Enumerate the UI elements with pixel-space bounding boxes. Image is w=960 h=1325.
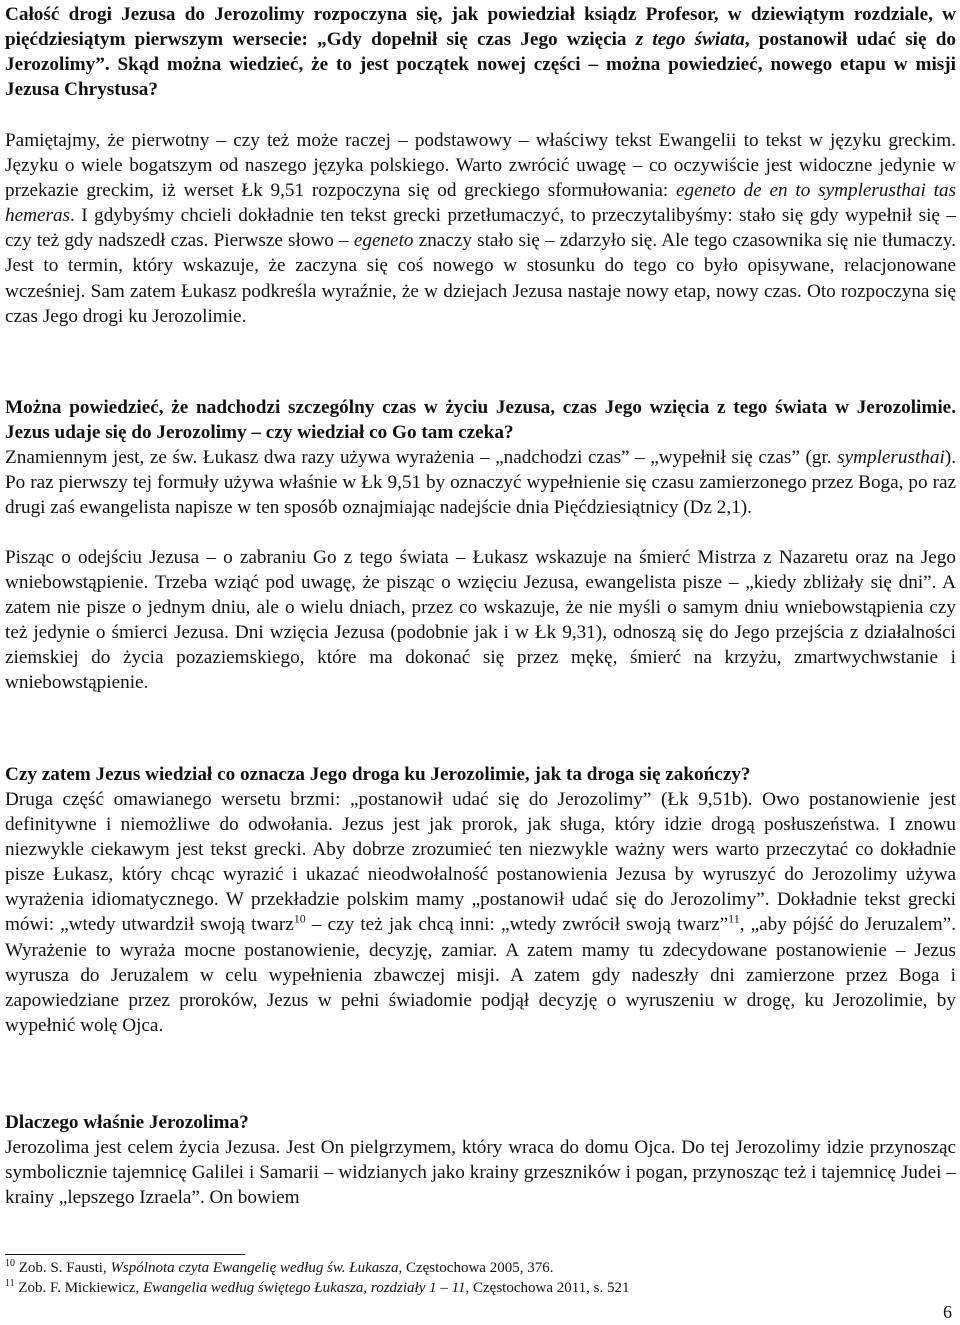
paragraph-czas: [5, 445, 956, 520]
p4-text-3: , „aby pójść do Jeruzalem”. Wyrażenie to wyraża mocne postanowienie, decyzję, zamiar. A zatem mamy tu zdecydowane postanowienie – Jezus wyrusza do Jeruzalem w celu wypełnienia zbawczej misji. A zatem gdy nadeszły dni zamierzone przez Boga i zapowiedziane przez proroków, Jezus w pełni świadomie podjął decyzję o wyruszeniu w drogę, ku Jerozolimie, by wypełnić wolę Ojca.: [5, 914, 956, 1036]
section-heading-3: Dlaczego właśnie Jerozolima?: [5, 1112, 249, 1133]
footnote-number: 10: [5, 1258, 15, 1269]
intro-italic: z tego świata: [635, 29, 745, 51]
p2-italic-2: egeneto: [353, 230, 414, 252]
footnote-title: Wspólnota czyta Ewangelię według św. Łukasza: [110, 1260, 399, 1276]
p2-italic-1: egeneto de en to symplerusthai tas hemeras: [5, 180, 957, 227]
footnote-ref-10[interactable]: 10: [293, 912, 306, 927]
footnote-number: 11: [5, 1278, 15, 1289]
intro-text-1: Całość drogi Jezusa do Jerozolimy rozpoczyna się, jak powiedział ksiądz Profesor, w dziewiątym rozdziale, w pięćdziesiątym pierwszym wersecie: „Gdy dopełnił się czas Jego wzięcia: [5, 4, 956, 51]
footnote-text-post: , Częstochowa 2005, 376.: [398, 1260, 554, 1276]
footnote-text-post: , Częstochowa 2011, s. 521: [465, 1280, 630, 1296]
footnote-text-pre: Zob. S. Fausti,: [15, 1260, 111, 1276]
footnote-ref-11[interactable]: 11: [728, 912, 740, 927]
paragraph-greek-text: [5, 128, 956, 329]
footnote-10: [5, 1259, 956, 1278]
p3-italic-1: symplerusthai: [837, 447, 945, 468]
paragraph-postanowienie: [5, 787, 956, 1038]
footnote-11: [5, 1279, 956, 1298]
section-heading-1: Można powiedzieć, że nadchodzi szczególny czas w życiu Jezusa, czas Jego wzięcia z tego świata w Jerozolimie. Jezus udaje się do Jerozolimy – czy wiedział co Go tam czeka?: [5, 397, 956, 444]
p2-text-1: Pamiętajmy, że pierwotny – czy też może raczej – podstawowy – właściwy tekst Ewangelii to tekst w języku greckim. Języku o wiele bogatszym od naszego języka polskiego. Warto zwrócić uwagę – co oczywiście jest widoczne jedynie w przekazie greckim, iż werset Łk 9,51 rozpoczyna się od greckiego sformułowania:: [5, 130, 956, 202]
p4-text-1: Druga część omawianego wersetu brzmi: „postanowił udać się do Jerozolimy” (Łk 9,51b). Owo postanowienie jest definitywne i niemożliwe do odwołania. Jezus jest jak prorok, jak sługa, który idzie drogą posłuszeństwa. I znowu niezwykle ciekawym jest tekst grecki. Aby dobrze zrozumieć ten niezwykle ważny wers warto przeczytać co dokładnie pisze Łukasz, który chcąc wyrazić i ukazać nieodwołalność postanowienia Jezusa by wyruszyć do Jerozolimy używa wyrażenia idiomatycznego. W przekładzie polskim mamy „postanowił udać się do Jerozolimy”. Dokładnie tekst grecki mówi: „wtedy utwardził swoją twarz: [5, 789, 956, 936]
footnote-divider: [5, 1254, 245, 1255]
p4-text-2: – czy też jak chcą inni: „wtedy zwrócił swoją twarz”: [305, 914, 729, 936]
footnote-title: Ewangelia według świętego Łukasza, rozdziały 1 – 11: [143, 1280, 466, 1296]
footnote-text-pre: Zob. F. Mickiewicz,: [14, 1280, 143, 1296]
paragraph-odejscie: Pisząc o odejściu Jezusa – o zabraniu Go z tego świata – Łukasz wskazuje na śmierć Mistrza z Nazaretu oraz na Jego wniebowstąpienie. Trzeba wziąć pod uwagę, że pisząc o wzięciu Jezusa, ewangelista pisze – „kiedy zbliżały się dni”. A zatem nie pisze o jednym dniu, ale o wielu dniach, przez co wskazuje, że nie myśli o samym dniu wniebowstąpienia czy też jedynie o śmierci Jezusa. Dni wzięcia Jezusa (podobnie jak i w Łk 9,31), odnoszą się do Jego przejścia z działalności ziemskiej do życia pozaziemskiego, które ma dokonać się przez mękę, śmierć na krzyżu, zmartwychwstanie i wniebowstąpienie.: [5, 547, 956, 694]
p2-text-3: znaczy stało się – zdarzyło się. Ale tego czasownika się nie tłumaczy. Jest to termin, który wskazuje, że zaczyna się coś nowego w stosunku do tego co było opisywane, relacjonowane wcześniej. Sam zatem Łukasz podkreśla wyraźnie, że w dziejach Jezusa nastaje nowy etap, nowy czas. Oto rozpoczyna się czas Jego drogi ku Jerozolimie.: [5, 230, 956, 327]
paragraph-jerozolima: Jerozolima jest celem życia Jezusa. Jest On pielgrzymem, który wraca do domu Ojca. Do tej Jerozolimy idzie przynosząc symbolicznie tajemnicę Galilei i Samarii – widzianych jako krainy grzeszników i pogan, przynosząc też i tajemnicę Judei – krainy „lepszego Izraela”. On bowiem: [5, 1137, 956, 1209]
p2-text-2: . I gdybyśmy chcieli dokładnie ten tekst grecki przetłumaczyć, to przeczytalibyśmy: stało się gdy wypełnił się – czy też gdy nadszedł czas. Pierwsze słowo –: [5, 205, 956, 252]
section-heading-2: Czy zatem Jezus wiedział co oznacza Jego droga ku Jerozolimie, jak ta droga się zakończy?: [5, 764, 751, 785]
intro-paragraph: [5, 2, 956, 102]
p3-text-1: Znamiennym jest, ze św. Łukasz dwa razy używa wyrażenia – „nadchodzi czas” – „wypełnił się czas” (gr.: [5, 447, 838, 468]
page-number: 6: [943, 1302, 952, 1322]
intro-text-2: , postanowił udać się do Jerozolimy”. Skąd można wiedzieć, że to jest początek nowej części – można powiedzieć, nowego etapu w misji Jezusa Chrystusa?: [5, 29, 956, 101]
p3-text-2: ). Po raz pierwszy tej formuły używa właśnie w Łk 9,51 by oznaczyć wypełnienie się czasu zamierzonego przez Boga, po raz drugi zaś ewangelista napisze w ten sposób oznajmiając nadejście dnia Pięćdziesiątnicy (Dz 2,1).: [5, 447, 956, 519]
